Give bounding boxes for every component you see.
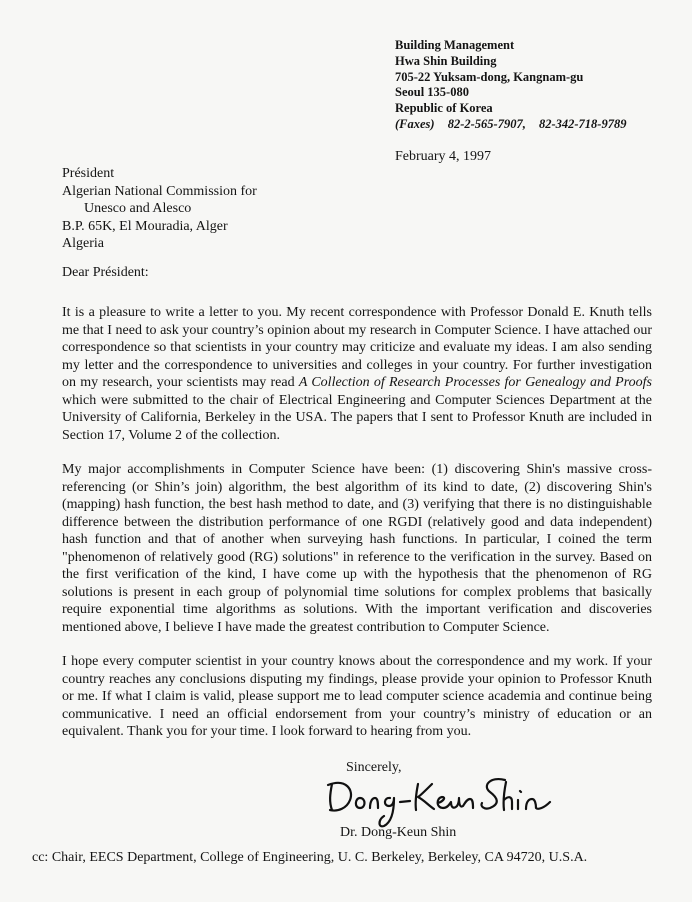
signer-name: Dr. Dong-Keun Shin xyxy=(340,825,457,840)
salutation: Dear Président: xyxy=(62,265,149,280)
paragraph-1-text-b: which were submitted to the chair of Electrical Engineering and Computer Sciences Department at the University of California, Berkeley in the USA. The papers that I sent to Professor Knuth are included in Section 17, Volume 2 of the collection. xyxy=(62,392,652,443)
recipient-country: Algeria xyxy=(62,236,104,252)
handwritten-signature xyxy=(320,770,570,830)
fax-number-2: 82-342-718-9789 xyxy=(538,116,627,131)
body-paragraph-3: I hope every computer scientist in your country knows about the correspondence and my work. If your country reaches any conclusions disputing my findings, please provide your opinion to Professor Knuth or me. If what I claim is valid, please support me to lead computer science academia and continue being communicative. I need an official endorsement from your country’s ministry of education or an equivalent. Thank you for your time. I look forward to hearing from you. xyxy=(62,654,652,739)
recipient-organization-cont: Unesco and Alesco xyxy=(84,201,192,217)
sender-line-city: Seoul 135-080 xyxy=(395,85,469,100)
sender-address xyxy=(395,38,685,133)
fax-number-1: 82-2-565-7907, xyxy=(447,116,526,131)
recipient-organization: Algerian National Commission for xyxy=(62,183,257,199)
sender-faxes xyxy=(395,117,685,133)
closing: Sincerely, xyxy=(346,760,402,775)
recipient-street: B.P. 65K, El Mouradia, Alger xyxy=(62,218,228,234)
faxes-label: (Faxes) xyxy=(395,116,435,131)
recipient-address xyxy=(62,165,257,253)
sender-line-country: Republic of Korea xyxy=(395,101,493,116)
sender-line-street: 705-22 Yuksam-dong, Kangnam-gu xyxy=(395,69,584,84)
publication-title: A Collection of Research Processes for Genealogy and Proofs xyxy=(298,375,652,390)
recipient-title: Président xyxy=(62,166,115,181)
sender-line-building-management: Building Management xyxy=(395,38,515,52)
letter-date: February 4, 1997 xyxy=(395,149,492,164)
sender-line-building: Hwa Shin Building xyxy=(395,53,497,68)
body-paragraph-1 xyxy=(62,304,652,444)
body-paragraph-2: My major accomplishments in Computer Science have been: (1) discovering Shin's massive cross-referencing (or Shin’s join) algorithm, the best algorithm of its kind to date, (2) discovering Shin's (mapping) hash function, the best hash method to date, and (3) verifying that there is no distinguishable difference between the distribution performance of one RGDI (relatively good and data independent) hash function and that of another when surveying hash functions. In particular, I coined the term "phenomenon of relatively good (RG) solutions" in reference to the verification in the survey. Based on the first verification of the kind, I have come up with the hypothesis that the phenomenon of RG solutions is present in each group of polynomial time solutions for complex problems that basically require exponential time algorithms as solutions. With the important verification and discoveries mentioned above, I believe I have made the greatest contribution to Computer Science. xyxy=(62,462,652,635)
cc-line: cc: Chair, EECS Department, College of Engineering, U. C. Berkeley, Berkeley, CA 94720, U.S.A. xyxy=(32,850,588,865)
paragraph-1-text-a: It is a pleasure to write a letter to you. My recent correspondence with Professor Donald E. Knuth tells me that I need to ask your country’s opinion about my research in Computer Science. I have attached our correspondence so that scientists in your country may criticize and evaluate my ideas. I am also sending my letter and the correspondence to universities and colleges in your country. For further investigation on my research, your scientists may read xyxy=(62,305,652,390)
